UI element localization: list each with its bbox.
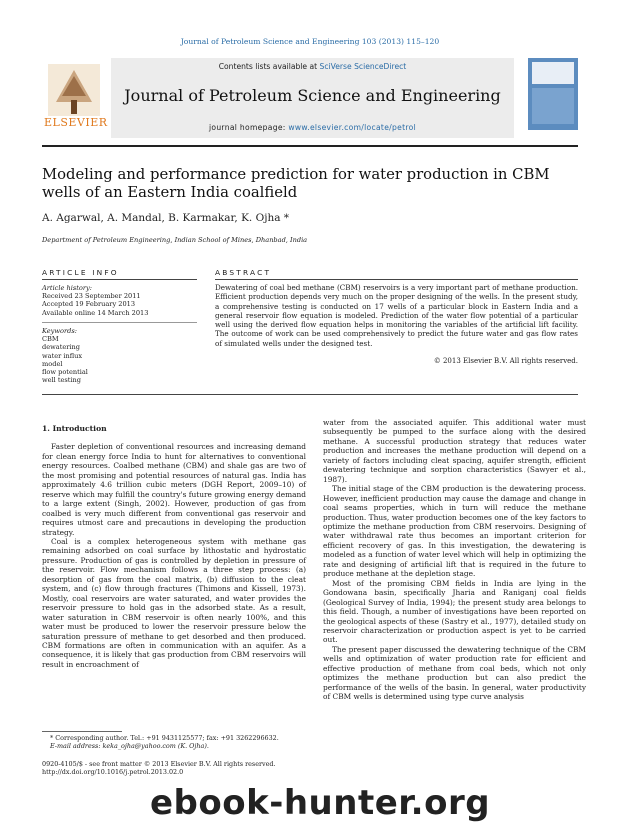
journal-cover <box>528 58 578 130</box>
journal-homepage <box>111 123 514 132</box>
footnote-rule <box>42 731 122 732</box>
section-heading-introduction: 1. Introduction <box>42 424 107 433</box>
keyword-item: water influx <box>42 351 83 360</box>
email-line[interactable]: E-mail address: keka_ojha@yahoo.com (K. Ojha). <box>50 742 209 750</box>
keyword-item: flow potential <box>42 368 88 377</box>
watermark: ebook-hunter.org <box>150 783 491 823</box>
elsevier-logo <box>42 62 106 132</box>
journal-reference[interactable]: Journal of Petroleum Science and Engineering 103 (2013) 115–120 <box>180 37 440 46</box>
header-rule <box>42 145 578 147</box>
abstract-heading: ABSTRACT <box>215 268 272 277</box>
article-title: Modeling and performance prediction for water production in CBM wells of an Eastern India coalfield <box>42 166 550 201</box>
paragraph: The initial stage of the CBM production is the dewatering process. However, inefficient production may cause the damage and change in coal seams properties, which in turn will reduce the methane production. Thus, water production becomes one of the key factors to optimize the methane production from CBM reservoirs. Designing of water withdrawal rate thus becomes an important criterion for efficient recovery of gas. In this investigation, the dewatering is modeled as a function of water level which will help in optimizing the rate and designing of artificial lift that is required in the future to produce methane at the depletion stage. <box>323 484 586 579</box>
paragraph: water from the associated aquifer. This additional water must subsequently be pumped to the surface along with the desired methane. A successful production strategy that reduces water production and increases the methane production will depend on a variety of factors including cleat spacing, aquifer strength, efficient dewatering technique and sorption characteristics (Sawyer et al., 1987). <box>323 418 586 484</box>
publisher-name: ELSEVIER <box>44 116 108 129</box>
footnote-block <box>50 734 310 750</box>
abstract-text: Dewatering of coal bed methane (CBM) reservoirs is a very important part of methane production. Efficient production depends very much on the proper designing of the wells. In the present study, a comprehensive testing is conducted on 17 wells of a particular block in Eastern India and a general reservoir flow equation is modeled. Prediction of the water flow potential of a particular well using the derived flow equation helps in monitoring the variables of the artificial lift facility. The outcome of work can be used comprehensively to predict the future water and gas flow rates of simulated wells under the designed test. <box>215 283 578 348</box>
keywords-label: Keywords: <box>42 327 77 335</box>
abstract-bottom-rule <box>42 394 578 395</box>
front-matter <box>42 760 310 776</box>
homepage-prefix: journal homepage: <box>208 123 289 132</box>
contents-line <box>111 62 514 71</box>
paragraph: Faster depletion of conventional resources and increasing demand for clean energy force India to hunt for alternatives to conventional energy resources. Coalbed methane (CBM) and shale gas are two of the most promising and potential resources of natural gas. India has approximately 4.6 trillion cubic meters (DGH Report, 2009–10) of reserve which may fulfill the country's future growing energy demand to a large extent (Singh, 2002). However, production of gas from coalbed is very much different from conventional gas reservoir and requires utmost care and precautions in developing the production strategy. <box>42 442 306 537</box>
keyword-item: dewatering <box>42 343 80 352</box>
article-info-heading: ARTICLE INFO <box>42 268 119 277</box>
affiliation: Department of Petroleum Engineering, Indian School of Mines, Dhanbad, India <box>42 236 308 244</box>
issn-line: 0920-4105/$ - see front matter © 2013 Elsevier B.V. All rights reserved. <box>42 760 276 768</box>
abstract-rule <box>215 279 578 280</box>
paragraph: Coal is a complex heterogeneous system with methane gas remaining adsorbed on coal surface by lithostatic and hydrostatic pressure. Production of gas is controlled by depletion in pressure of the reservoir. Flow mechanism follows a three step process: (a) desorption of gas from the coal matrix, (b) diffusion to the cleat system, and (c) flow through fractures (Thimons and Kissell, 1973). Mostly, coal reservoirs are water saturated, and water provides the reservoir pressure to hold gas in the adsorbed state. As a result, water saturation in CBM reservoir is often nearly 100%, and this water must be produced to lower the reservoir pressure below the saturation pressure of methane to get desorbed and then produced. CBM formations are often in communication with an aquifer. As a consequence, it is likely that gas production from CBM reservoirs will result in encroachment of <box>42 536 306 669</box>
received-date: Received 23 September 2011 <box>42 292 141 301</box>
abstract-copyright: © 2013 Elsevier B.V. All rights reserved. <box>433 357 578 365</box>
article-history <box>42 284 197 317</box>
paragraph: The present paper discussed the dewatering technique of the CBM wells and optimization of water production rate for efficient and effective production of methane from coal beds, which not only optimizes the methane production but can also predict the performance of the wells of the basin. In general, water productivity of CBM wells is determined using type curve analysis <box>323 644 586 702</box>
paragraph: Most of the promising CBM fields in India are lying in the Gondowana basin, specifically Jharia and Raniganj coal fields (Geological Survey of India, 1994); the present study area belongs to this field. Though, a number of investigations have been reported on the geological aspects of these (Sastry et al., 1977), detailed study on reservoir characterization or production aspect is yet to be carried out. <box>323 578 586 645</box>
keyword-item: well testing <box>42 376 82 385</box>
history-label: Article history: <box>42 284 92 292</box>
author-list: A. Agarwal, A. Mandal, B. Karmakar, K. Ojha * <box>42 212 290 224</box>
contents-prefix: Contents lists available at <box>218 62 320 71</box>
info-rule <box>42 279 197 280</box>
info-divider <box>42 322 197 323</box>
doi-link[interactable]: http://dx.doi.org/10.1016/j.petrol.2013.02.0 <box>42 768 184 776</box>
left-column <box>42 424 306 669</box>
homepage-link[interactable]: www.elsevier.com/locate/petrol <box>288 123 417 132</box>
keyword-item: CBM <box>42 335 59 344</box>
accepted-date: Accepted 19 February 2013 <box>42 300 136 309</box>
journal-title: Journal of Petroleum Science and Engineering <box>124 86 501 105</box>
sciencedirect-link[interactable]: SciVerse ScienceDirect <box>319 62 407 71</box>
keywords-block <box>42 327 197 384</box>
corresponding-author: * Corresponding author. Tel.: +91 9431125577; fax: +91 3262296632. <box>50 734 279 742</box>
keyword-item: model <box>42 359 63 368</box>
right-column <box>323 418 586 702</box>
online-date: Available online 14 March 2013 <box>42 308 149 317</box>
